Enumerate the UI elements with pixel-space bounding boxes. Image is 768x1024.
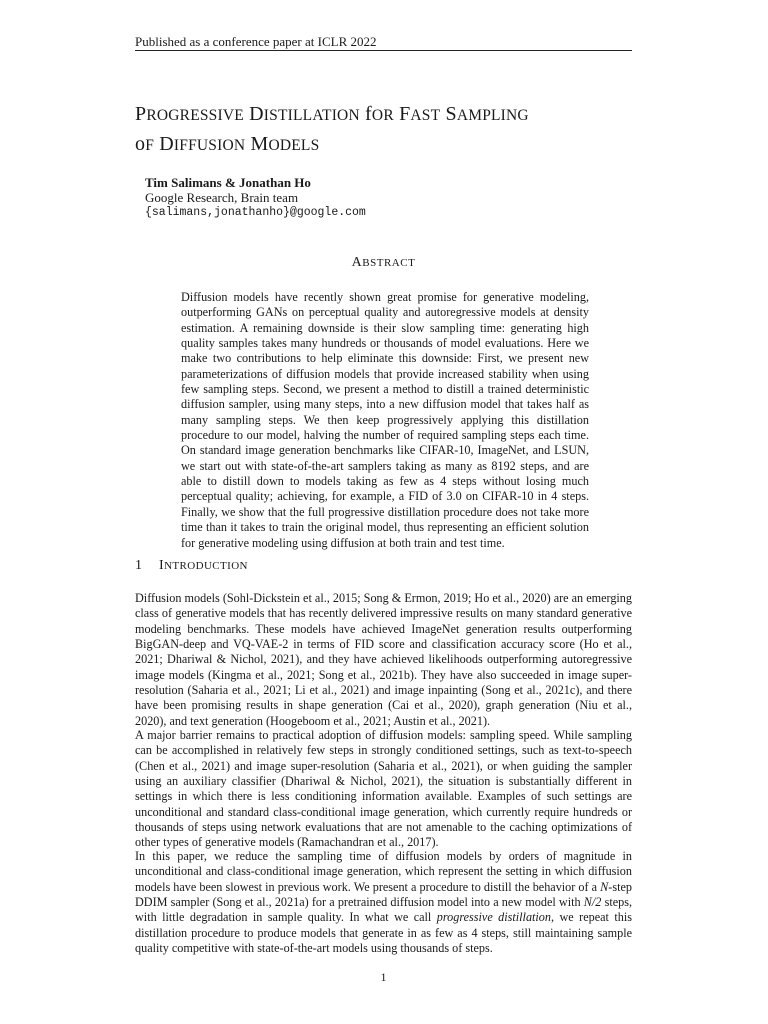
running-head: Published as a conference paper at ICLR 2022: [135, 34, 377, 49]
title-line-1: PROGRESSIVE DISTILLATION fOR FAST SAMPLING: [135, 103, 529, 125]
title-line-2: oF DIFFUSION MODELS: [135, 133, 320, 155]
intro-paragraph-1: Diffusion models (Sohl-Dickstein et al., 2015; Song & Ermon, 2019; Ho et al., 2020) are an emerging class of generative models that has recently delivered impressive results on many standard generative modeling benchmarks. These models have achieved ImageNet generation results outperforming BigGAN-deep and VQ-VAE-2 in terms of FID score and classification accuracy score (Ho et al., 2021; Dhariwal & Nichol, 2021), and they have achieved likelihoods outperforming autoregressive image models (Kingma et al., 2021; Song et al., 2021b). They have also succeeded in image super-resolution (Saharia et al., 2021; Li et al., 2021) and image inpainting (Song et al., 2021c), and there have been promising results in shape generation (Cai et al., 2020), graph generation (Niu et al., 2020), and text generation (Hoogeboom et al., 2021; Austin et al., 2021).: [135, 591, 632, 728]
paper-title: [135, 100, 632, 160]
page-number: 1: [380, 970, 387, 984]
section-title: INTRODUCTION: [159, 558, 248, 573]
author-names: Tim Salimans & Jonathan Ho: [145, 175, 311, 190]
intro-paragraph-3: [135, 849, 632, 956]
p3-text-d: , we repeat this distillation procedure to produce models that generate in as few as 4 steps, still maintaining sample quality competitive with state-of-the-art models using thousands of steps.: [135, 910, 632, 956]
section-heading-introduction: [135, 558, 632, 574]
p3-math-n-half: N/2: [583, 895, 602, 910]
intro-paragraph-2: A major barrier remains to practical adoption of diffusion models: sampling speed. While sampling can be accomplished in relatively few steps in strongly conditioned settings, such as text-to-speech (Chen et al., 2021) and image super-resolution (Saharia et al., 2021), or when guiding the sampler using an auxiliary classifier (Dhariwal & Nichol, 2021), the situation is substantially different in settings in which there is less conditioning information available. Examples of such settings are unconditional and standard class-conditional image generation, which currently require hundreds or thousands of steps using network evaluations that are not amenable to the caching optimizations of other types of generative models (Ramachandran et al., 2017).: [135, 728, 632, 850]
abstract-heading: ABSTRACT: [351, 255, 416, 270]
author-affiliation: Google Research, Brain team: [145, 190, 299, 205]
p3-math-n: N: [600, 879, 609, 894]
p3-text-c: steps, with little degradation in sample quality. In what we call: [135, 895, 632, 925]
section-number: 1: [135, 558, 143, 573]
author-block: [145, 175, 625, 220]
p3-text-a: In this paper, we reduce the sampling time of diffusion models by orders of magnitude in unconditional and class-conditional image generation, which represent the setting in which diffusion models have been slowest in previous work. We present a procedure to distill the behavior of a: [135, 849, 632, 894]
p3-emphasis: progressive distillation: [436, 910, 551, 925]
abstract-text: Diffusion models have recently shown great promise for generative modeling, outperforming GANs on perceptual quality and autoregressive models at density estimation. A remaining downside is their slow sampling time: generating high quality samples takes many hundreds or thousands of model evaluations. Here we make two contributions to help eliminate this downside: First, we present new parameterizations of diffusion models that provide increased stability when using few sampling steps. Second, we present a method to distill a trained deterministic diffusion sampler, using many steps, into a new diffusion model that takes half as many sampling steps. We then keep progressively applying this distillation procedure to our model, halving the number of required sampling steps each time. On standard image generation benchmarks like CIFAR-10, ImageNet, and LSUN, we start out with state-of-the-art samplers taking as many as 8192 steps, and are able to distill down to models taking as few as 4 steps without losing much perceptual quality; achieving, for example, a FID of 3.0 on CIFAR-10 in 4 steps. Finally, we show that the full progressive distillation procedure does not take more time than it takes to train the original model, thus representing an efficient solution for generative modeling using diffusion at both train and test time.: [181, 290, 589, 550]
p3-text-b: -step DDIM sampler (Song et al., 2021a) for a pretrained diffusion model into a new model with: [135, 879, 632, 910]
header-rule: [135, 50, 632, 51]
author-email: {salimans,jonathanho}@google.com: [145, 206, 366, 219]
